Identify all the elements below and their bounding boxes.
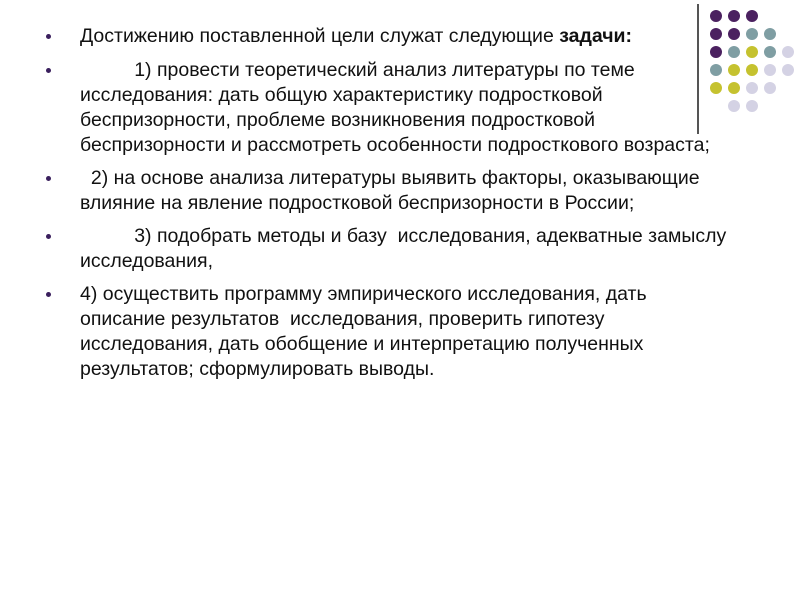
decorative-dot [746, 10, 758, 22]
list-item [44, 282, 734, 382]
bullet-list [44, 24, 734, 390]
decorative-dot [746, 82, 758, 94]
list-item [44, 58, 734, 158]
decorative-dot [764, 28, 776, 40]
list-item-text: Достижению поставленной цели служат следующие задачи: [80, 25, 633, 47]
list-item [44, 166, 734, 216]
decorative-dot [782, 46, 794, 58]
list-item-text: 2) на основе анализа литературы выявить факторы, оказывающие влияние на явление подростковой беспризорности в России; [80, 167, 706, 214]
bullet-icon [44, 24, 80, 50]
decorative-dot [764, 64, 776, 76]
decorative-dot [782, 64, 794, 76]
emphasis-text: задачи: [559, 25, 633, 47]
list-item-text: 3) подобрать методы и базу исследования, адекватные замыслу исследования, [80, 225, 732, 272]
decorative-dot [764, 46, 776, 58]
bullet-icon [44, 224, 80, 250]
decorative-dot [746, 100, 758, 112]
list-item-text: 4) осуществить программу эмпирического исследования, дать описание результатов исследования, проверить гипотезу исследования, дать обобщение и интерпретацию полученных результатов; сформулировать выводы. [80, 283, 653, 380]
decorative-dot [764, 82, 776, 94]
list-item-text: 1) провести теоретический анализ литературы по теме исследования: дать общую характеристику подростковой беспризорности, проблеме возникновения подростковой беспризорности и рассмотреть особенности подросткового возраста; [80, 59, 710, 156]
decorative-dot [710, 10, 722, 22]
list-item [44, 224, 734, 274]
bullet-icon [44, 282, 80, 308]
bullet-icon [44, 58, 80, 84]
list-item [44, 24, 734, 50]
decorative-dot [746, 46, 758, 58]
decorative-dot [728, 10, 740, 22]
bullet-icon [44, 166, 80, 192]
decorative-dot [746, 64, 758, 76]
decorative-dot [746, 28, 758, 40]
